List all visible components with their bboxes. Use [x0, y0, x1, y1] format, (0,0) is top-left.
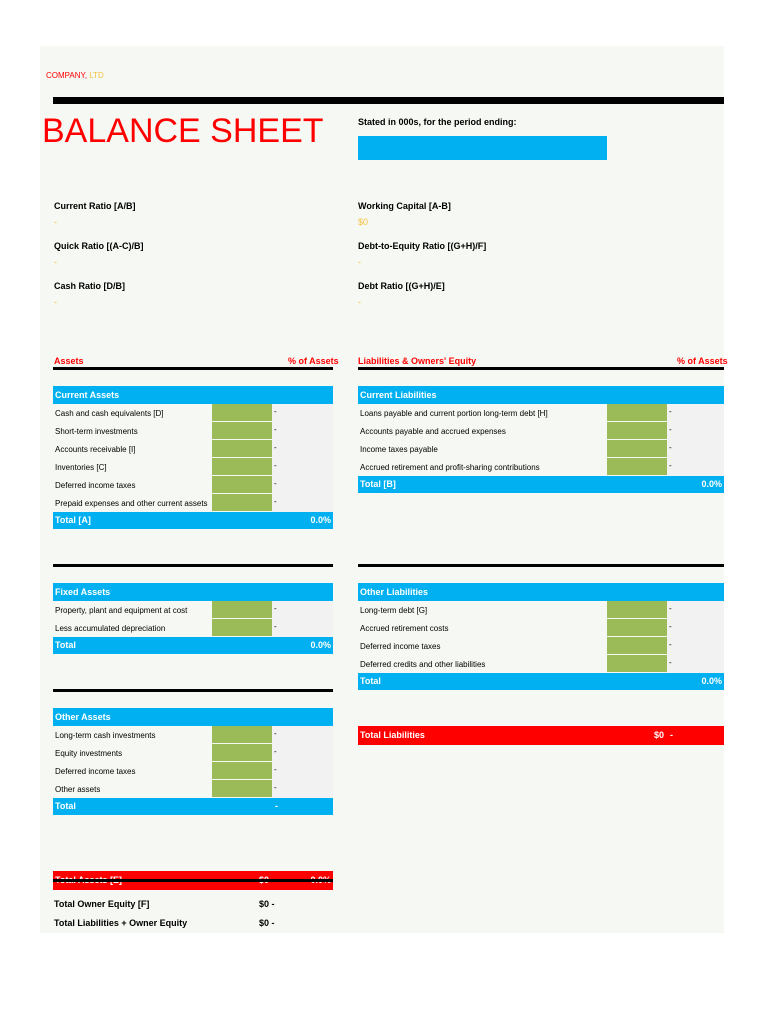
company-name [46, 71, 104, 80]
liabilities-header: Liabilities & Owners' Equity [358, 356, 477, 366]
row-label: Short-term investments [55, 426, 138, 436]
row-label: Loans payable and current portion long-term debt [H] [360, 408, 548, 418]
row-label: Cash and cash equivalents [D] [55, 408, 164, 418]
total-liabilities-dash: - [670, 730, 673, 740]
table-row [358, 619, 724, 637]
other-liabilities-title: Other Liabilities [358, 583, 724, 601]
row-label: Deferred income taxes [360, 641, 441, 651]
table-row [53, 422, 333, 440]
row-dash: - [669, 640, 672, 649]
table-row [358, 655, 724, 673]
other-liabilities-panel [358, 583, 724, 690]
liabilities-rule [358, 367, 724, 370]
row-label: Accounts receivable [I] [55, 444, 136, 454]
top-divider [53, 97, 724, 104]
row-dash: - [274, 425, 277, 434]
row-dash: - [274, 729, 277, 738]
current-ratio-label: Current Ratio [A/B] [54, 201, 136, 211]
total-liabilities-value: $0 [654, 730, 665, 740]
debt-to-equity-label: Debt-to-Equity Ratio [(G+H)/F] [358, 241, 487, 251]
row-label: Accounts payable and accrued expenses [360, 426, 506, 436]
other-assets-rule [53, 689, 333, 692]
fixed-assets-panel [53, 583, 333, 654]
period-ending-input[interactable] [358, 136, 607, 160]
quick-ratio-label: Quick Ratio [(A-C)/B] [54, 241, 144, 251]
other-liabilities-rule [358, 564, 724, 567]
row-label: Property, plant and equipment at cost [55, 605, 188, 615]
other-assets-total [53, 798, 333, 815]
debt-to-equity-value: - [358, 257, 361, 267]
other-assets-panel [53, 708, 333, 815]
current-liabilities-total-label: Total [B] [360, 479, 396, 489]
company-suffix: LTD [89, 71, 104, 80]
total-liab-equity-value: $0 - [259, 918, 275, 928]
table-row [358, 637, 724, 655]
liabilities-pct-header: % of Assets [677, 356, 728, 366]
table-row [53, 440, 333, 458]
working-capital-value: $0 [358, 217, 369, 227]
current-liabilities-rows [358, 404, 724, 476]
row-dash: - [274, 443, 277, 452]
row-label: Less accumulated depreciation [55, 623, 166, 633]
table-row [53, 726, 333, 744]
row-dash: - [274, 479, 277, 488]
row-label: Accrued retirement costs [360, 623, 449, 633]
row-label: Deferred income taxes [55, 480, 136, 490]
row-dash: - [669, 443, 672, 452]
row-label: Inventories [C] [55, 462, 107, 472]
table-row [53, 494, 333, 512]
row-label: Long-term debt [G] [360, 605, 428, 615]
row-dash: - [274, 407, 277, 416]
row-label: Deferred credits and other liabilities [360, 659, 486, 669]
current-liabilities-panel [358, 386, 724, 493]
company-label: COMPANY, [46, 71, 88, 80]
table-row [53, 780, 333, 798]
table-row [53, 601, 333, 619]
fixed-assets-title: Fixed Assets [53, 583, 333, 601]
row-label: Accrued retirement and profit-sharing contributions [360, 462, 540, 472]
debt-ratio-value: - [358, 297, 361, 307]
table-row [53, 762, 333, 780]
row-dash: - [669, 461, 672, 470]
row-label: Deferred income taxes [55, 766, 136, 776]
assets-pct-header: % of Assets [288, 356, 339, 366]
current-assets-total [53, 512, 333, 529]
row-dash: - [274, 783, 277, 792]
row-label: Other assets [55, 784, 101, 794]
row-dash: - [274, 461, 277, 470]
row-dash: - [669, 425, 672, 434]
total-liabilities-bar [358, 726, 724, 745]
current-assets-total-pct: 0.0% [310, 515, 331, 525]
current-assets-title: Current Assets [53, 386, 333, 404]
fixed-assets-total [53, 637, 333, 654]
quick-ratio-value: - [54, 257, 57, 267]
row-dash: - [669, 604, 672, 613]
total-owner-equity-label: Total Owner Equity [F] [54, 899, 150, 909]
table-row [53, 744, 333, 762]
row-label: Prepaid expenses and other current assets [55, 498, 208, 508]
current-ratio-value: - [54, 217, 57, 227]
balance-sheet [40, 46, 728, 933]
other-assets-total-dash: - [275, 801, 278, 811]
current-assets-panel [53, 386, 333, 529]
total-assets-rule [53, 879, 333, 882]
table-row [358, 404, 724, 422]
other-liabilities-total-pct: 0.0% [701, 676, 722, 686]
other-liabilities-total-label: Total [360, 676, 381, 686]
fixed-assets-total-pct: 0.0% [310, 640, 331, 650]
fixed-assets-total-label: Total [55, 640, 76, 650]
current-liabilities-title: Current Liabilities [358, 386, 724, 404]
row-dash: - [669, 407, 672, 416]
fixed-assets-rule [53, 564, 333, 567]
other-assets-title: Other Assets [53, 708, 333, 726]
fixed-assets-rows [53, 601, 333, 637]
row-dash: - [274, 765, 277, 774]
table-row [358, 422, 724, 440]
current-liabilities-total [358, 476, 724, 493]
total-liabilities-label: Total Liabilities [360, 730, 425, 740]
row-dash: - [274, 497, 277, 506]
other-liabilities-rows [358, 601, 724, 673]
row-dash: - [274, 747, 277, 756]
assets-header: Assets [54, 356, 84, 366]
other-assets-rows [53, 726, 333, 798]
cash-ratio-value: - [54, 297, 57, 307]
row-label: Long-term cash investments [55, 730, 156, 740]
debt-ratio-label: Debt Ratio [(G+H)/E] [358, 281, 445, 291]
table-row [53, 458, 333, 476]
current-liabilities-total-pct: 0.0% [701, 479, 722, 489]
row-label: Income taxes payable [360, 444, 438, 454]
row-label: Equity investments [55, 748, 123, 758]
period-label: Stated in 000s, for the period ending: [358, 117, 517, 127]
table-row [53, 619, 333, 637]
table-row [53, 404, 333, 422]
row-dash: - [274, 622, 277, 631]
page-title: BALANCE SHEET [42, 112, 324, 150]
total-liab-equity-label: Total Liabilities + Owner Equity [54, 918, 188, 928]
other-assets-total-label: Total [55, 801, 76, 811]
current-assets-total-label: Total [A] [55, 515, 91, 525]
row-dash: - [669, 658, 672, 667]
table-row [358, 458, 724, 476]
row-dash: - [669, 622, 672, 631]
total-owner-equity-value: $0 - [259, 899, 275, 909]
assets-rule [53, 367, 333, 370]
working-capital-label: Working Capital [A-B] [358, 201, 451, 211]
cash-ratio-label: Cash Ratio [D/B] [54, 281, 126, 291]
row-dash: - [274, 604, 277, 613]
table-row [358, 601, 724, 619]
other-liabilities-total [358, 673, 724, 690]
current-assets-rows [53, 404, 333, 512]
table-row [358, 440, 724, 458]
table-row [53, 476, 333, 494]
